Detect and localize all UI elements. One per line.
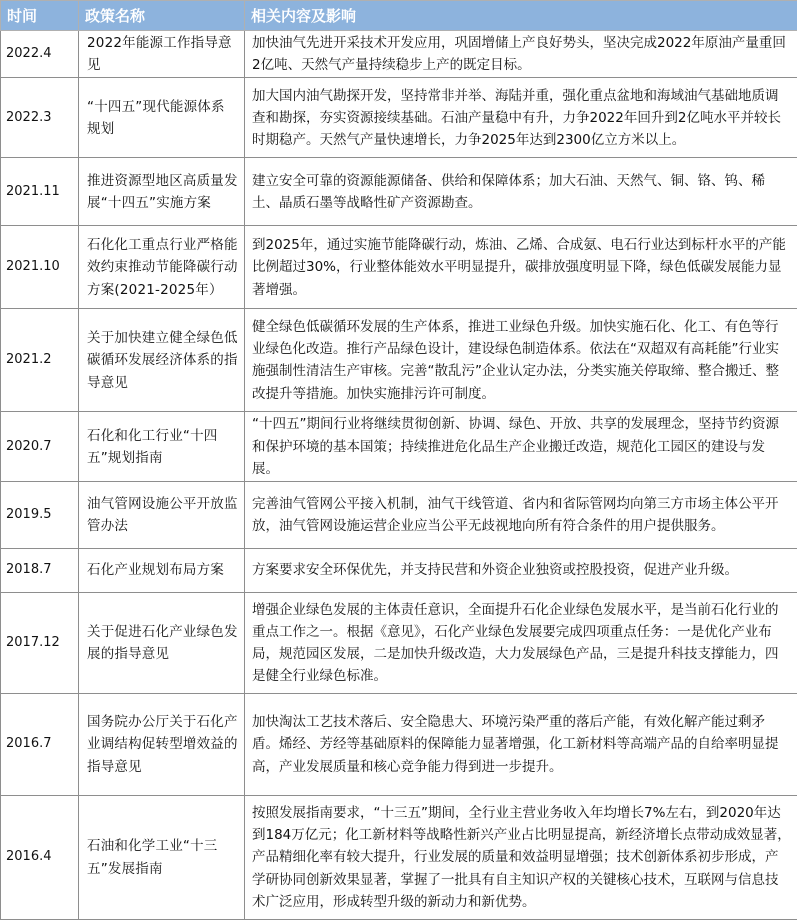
table-row: [1, 31, 797, 78]
row-date: 2019.5: [1, 482, 79, 549]
row-policy-name: 2022年能源工作指导意见: [79, 31, 245, 78]
row-policy-name: 石化产业规划布局方案: [79, 549, 245, 593]
row-policy-name: 油气管网设施公平开放监管办法: [79, 482, 245, 549]
row-date: 2018.7: [1, 549, 79, 593]
row-policy-name: “十四五”现代能源体系规划: [79, 78, 245, 158]
row-content: 加快淘汰工艺技术落后、安全隐患大、环境污染严重的落后产能，有效化解产能过剩矛盾。烯经、芳经等基础原料的保障能力显著增强，化工新材料等高端产品的自给率明显提高，产业发展质量和核心竞争能力得到进一步提升。: [245, 694, 797, 796]
table-row: [1, 694, 797, 796]
row-content: 增强企业绿色发展的主体责任意识，全面提升石化企业绿色发展水平，是当前石化行业的重点工作之一。根据《意见》，石化产业绿色发展要完成四项重点任务：一是优化产业布局，规范园区发展，二是加快升级改造，大力发展绿色产品，三是提升科技支撑能力，四是健全行业绿色标准。: [245, 593, 797, 694]
header-date: 时间: [1, 1, 79, 31]
row-content: 按照发展指南要求，“十三五”期间，全行业主营业务收入年均增长7%左右，到2020年达到184万亿元；化工新材料等战略性新兴产业占比明显提高，新经济增长点带动成效显著，产品精细化率有较大提升，行业发展的质量和效益明显增强；技术创新体系初步形成，产学研协同创新效果显著，掌握了一批具有自主知识产权的关键核心技术，互联网与信息技术广泛应用，形成转型升级的新动力和新优势。: [245, 796, 797, 920]
row-policy-name: 关于加快建立健全绿色低碳循环发展经济体系的指导意见: [79, 309, 245, 412]
table-row: [1, 796, 797, 920]
table-row: [1, 309, 797, 412]
table-row: [1, 549, 797, 593]
row-content: 加快油气先进开采技术开发应用，巩固增储上产良好势头，坚决完成2022年原油产量重回2亿吨、天然气产量持续稳步上产的既定目标。: [245, 31, 797, 78]
row-date: 2022.3: [1, 78, 79, 158]
row-date: 2021.10: [1, 226, 79, 309]
row-date: 2021.2: [1, 309, 79, 412]
row-date: 2016.7: [1, 694, 79, 796]
row-date: 2022.4: [1, 31, 79, 78]
row-content: 健全绿色低碳循环发展的生产体系，推进工业绿色升级。加快实施石化、化工、有色等行业绿色化改造。推行产品绿色设计，建设绿色制造体系。依法在“双超双有高耗能”行业实施强制性清洁生产审核。完善“散乱污”企业认定办法，分类实施关停取缔、整合搬迁、整改提升等措施。加快实施排污许可制度。: [245, 309, 797, 412]
table-row: [1, 482, 797, 549]
row-date: 2020.7: [1, 412, 79, 482]
row-policy-name: 国务院办公厅关于石化产业调结构促转型增效益的指导意见: [79, 694, 245, 796]
row-content: 加大国内油气勘探开发，坚持常非并举、海陆并重，强化重点盆地和海域油气基础地质调查和勘探，夯实资源接续基础。石油产量稳中有升，力争2022年回升到2亿吨水平并较长时期稳产。天然气产量快速增长，力争2025年达到2300亿立方米以上。: [245, 78, 797, 158]
row-policy-name: 石油和化学工业“十三五”发展指南: [79, 796, 245, 920]
row-date: 2021.11: [1, 158, 79, 226]
row-date: 2016.4: [1, 796, 79, 920]
row-date: 2017.12: [1, 593, 79, 694]
row-policy-name: 推进资源型地区高质量发展“十四五”实施方案: [79, 158, 245, 226]
table-row: [1, 158, 797, 226]
row-content: 到2025年，通过实施节能降碳行动，炼油、乙烯、合成氨、电石行业达到标杆水平的产能比例超过30%，行业整体能效水平明显提升，碳排放强度明显下降，绿色低碳发展能力显著增强。: [245, 226, 797, 309]
row-policy-name: 关于促进石化产业绿色发展的指导意见: [79, 593, 245, 694]
row-policy-name: 石化和化工行业“十四五”规划指南: [79, 412, 245, 482]
table-row: [1, 593, 797, 694]
table-row: [1, 412, 797, 482]
table-row: [1, 78, 797, 158]
row-content: 建立安全可靠的资源能源储备、供给和保障体系；加大石油、天然气、铜、铬、钨、稀土、晶质石墨等战略性矿产资源勘查。: [245, 158, 797, 226]
row-content: 完善油气管网公平接入机制，油气干线管道、省内和省际管网均向第三方市场主体公平开放，油气管网设施运营企业应当公平无歧视地向所有符合条件的用户提供服务。: [245, 482, 797, 549]
table-row: [1, 226, 797, 309]
row-content: “十四五”期间行业将继续贯彻创新、协调、绿色、开放、共享的发展理念，坚持节约资源和保护环境的基本国策；持续推进危化品生产企业搬迁改造，规范化工园区的建设与发展。: [245, 412, 797, 482]
header-content: 相关内容及影响: [245, 1, 797, 31]
row-policy-name: 石化化工重点行业严格能效约束推动节能降碳行动方案(2021-2025年）: [79, 226, 245, 309]
header-policy-name: 政策名称: [79, 1, 245, 31]
row-content: 方案要求安全环保优先，并支持民营和外资企业独资或控股投资，促进产业升级。: [245, 549, 797, 593]
table-header-row: [1, 1, 797, 31]
